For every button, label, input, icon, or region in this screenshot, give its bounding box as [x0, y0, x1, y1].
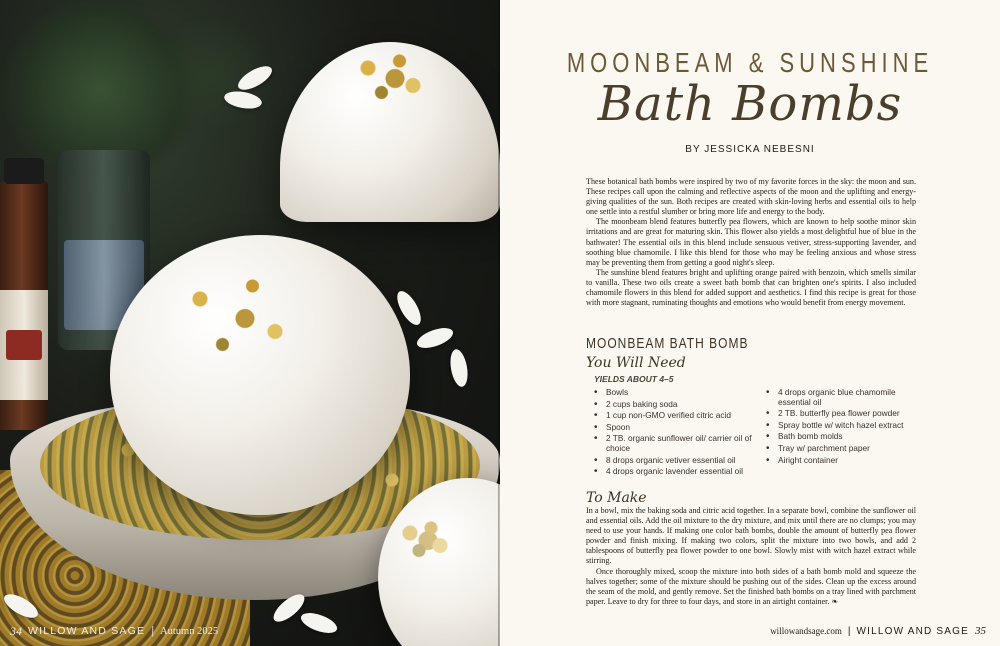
paragraph: In a bowl, mix the baking soda and citric acid together. In a separate bowl, combine the sunflower oil and essential oils. Add the oil mixture to the dry mixture, and mix until there are no clumps; you may need to use your hands. If making one color bath bombs, double the amount of butterfly pea flower powder and finish mixing. If making two colors, split the mixture into two bowls, and add 2 tablespoons of butterfly pea flower powder to one bowl. Slowly mist with witch hazel extract while stirring. — [586, 506, 916, 566]
list-item: • Spoon — [592, 423, 752, 433]
list-item: • 2 cups baking soda — [592, 400, 752, 410]
to-make-heading: To Make — [586, 490, 647, 506]
list-item: • Airight container — [764, 456, 914, 466]
list-item: • Bowls — [592, 388, 752, 398]
title-kicker: MOONBEAM & SUNSHINE — [566, 46, 934, 78]
article-title: Bath Bombs — [597, 76, 903, 132]
folio-right — [500, 616, 1000, 646]
you-will-need-heading: You Will Need — [586, 355, 686, 371]
list-item: • 1 cup non-GMO verified citric acid — [592, 411, 752, 421]
website-link[interactable]: willowandsage.com — [770, 626, 842, 636]
byline: BY JESSICKA NEBESNI — [685, 144, 815, 155]
list-item: • 2 TB. butterfly pea flower powder — [764, 409, 914, 419]
list-item: • 4 drops organic lavender essential oil — [592, 467, 752, 477]
page-number: 35 — [975, 625, 986, 637]
ingredient-list-right — [764, 388, 914, 467]
list-item: • Bath bomb molds — [764, 432, 914, 442]
ingredient-list-left — [592, 388, 752, 479]
list-item: • Tray w/ parchment paper — [764, 444, 914, 454]
yields-label: YIELDS ABOUT 4–5 — [594, 374, 674, 384]
paragraph: Once thoroughly mixed, scoop the mixture into both sides of a bath bomb mold and squeeze the halves together; some of the mixture should be pushing out of the sides. Clean up the excess around the seam of the mold, and gently remove. Set the finished bath bombs on a tray lined with parchment paper. Leave to dry for three to four days, and store in an airtight container. ❧ — [586, 566, 916, 606]
bath-bomb-back — [280, 42, 500, 222]
issue-label: Autumn 2025 — [160, 625, 219, 637]
folio-left — [0, 616, 500, 646]
paragraph: The moonbeam blend features butterfly pea flowers, which are known to help soothe minor skin irritations and are great for maturing skin. This flower also yields a most delightful hue of blue in the bathwater! The essential oils in this blend include sensuous vetiver, stress-supporting lavender, and soothing blue chamomile. I like this blend for those who may be feeling anxious and whose stress may be preventing them from getting a good night's sleep. — [586, 217, 916, 267]
folio-separator: | — [151, 625, 155, 637]
list-item: • 2 TB. organic sunflower oil/ carrier oil of choice — [592, 434, 752, 453]
white-flower — [414, 324, 455, 352]
instructions-text — [586, 506, 916, 607]
intro-text — [586, 177, 916, 308]
bath-bomb-main — [110, 235, 410, 515]
article-page — [500, 0, 1000, 646]
magazine-name: WILLOW AND SAGE — [856, 625, 969, 637]
list-item: • 4 drops organic blue chamomile essential oil — [764, 388, 914, 407]
page-number: 34 — [10, 623, 22, 638]
folio-separator: | — [847, 625, 851, 637]
paragraph: These botanical bath bombs were inspired by two of my favorite forces in the sky: the moon and sun. These recipes call upon the calming and reflective aspects of the moon and the uplifting and energy-giving qualities of the sun. Both recipes are created with skin-loving herbs and essential oils to help one settle into a restful slumber or bring more life and energy to the body. — [586, 177, 916, 217]
magazine-name: WILLOW AND SAGE — [28, 625, 146, 637]
list-item: • Spray bottle w/ witch hazel extract — [764, 421, 914, 431]
paragraph: The sunshine blend features bright and uplifting orange paired with benzoin, which smells similar to vanilla. These two oils create a sweet bath bomb that can brighten one's spirits. I also included chamomile flowers in this blend for added support and aesthetics. I find this recipe is great for those with more stagnant, ruminating thoughts and emotions who would benefit from energy movement. — [586, 267, 916, 308]
section-heading: MOONBEAM BATH BOMB — [586, 334, 749, 352]
list-item: • 8 drops organic vetiver essential oil — [592, 456, 752, 466]
